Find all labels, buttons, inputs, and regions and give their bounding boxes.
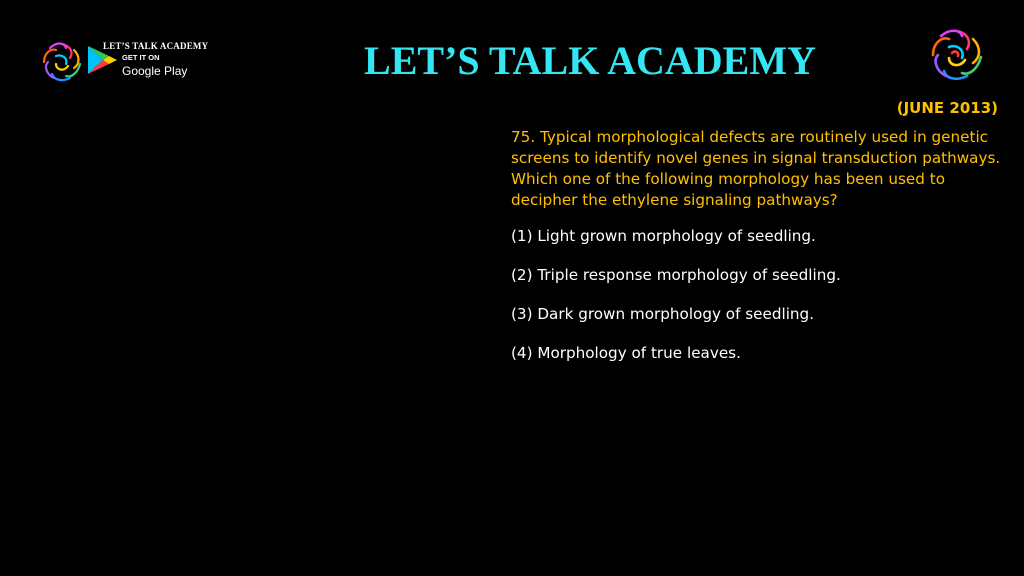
badge-store-name: Google Play (122, 64, 188, 78)
answer-option-2[interactable]: (2) Triple response morphology of seedling. (511, 266, 841, 284)
answer-options-list (511, 226, 1001, 382)
dna-circle-logo-icon (928, 26, 986, 84)
dna-circle-logo-icon (40, 40, 84, 84)
answer-option-4[interactable]: (4) Morphology of true leaves. (511, 344, 741, 362)
page-title: LET’S TALK ACADEMY (364, 38, 816, 83)
store-badge[interactable] (103, 41, 209, 78)
answer-option-3[interactable]: (3) Dark grown morphology of seedling. (511, 305, 815, 323)
question-text: 75. Typical morphological defects are routinely used in genetic screens to identify novel genes in signal transduction pathways. Which one of the following morphology has been used to decipher the ethylene signaling pathways? (511, 128, 1001, 209)
badge-brand-text: LET’S TALK ACADEMY (103, 41, 209, 51)
answer-option-1[interactable]: (1) Light grown morphology of seedling. (511, 227, 816, 245)
badge-get-it-on-text: GET IT ON (122, 53, 160, 62)
exam-year-label: (JUNE 2013) (896, 99, 998, 117)
